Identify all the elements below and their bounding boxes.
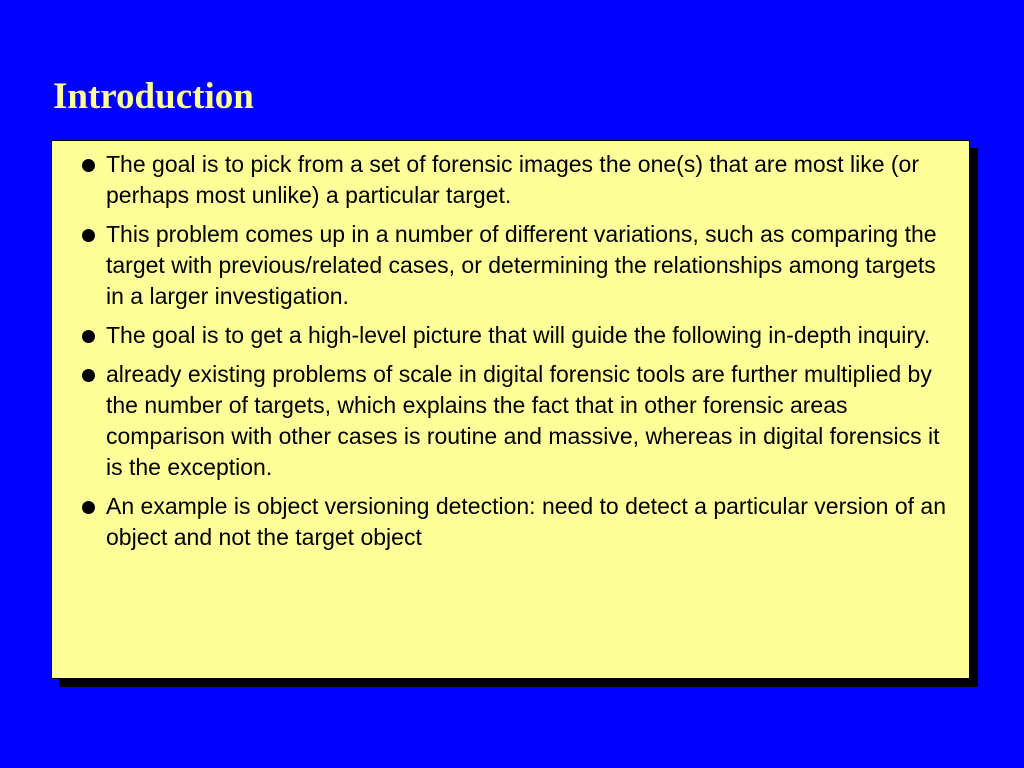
bullet-text: This problem comes up in a number of different variations, such as comparing the target with previous/related cases, or determining the relationships among targets in a larger investigation. [106,221,937,309]
bullet-text: An example is object versioning detection: need to detect a particular version of an object and not the target object [106,493,946,550]
bullet-item [52,219,969,312]
bullet-item [52,491,969,553]
bullet-item [52,149,969,211]
bullet-text: The goal is to pick from a set of forensic images the one(s) that are most like (or perhaps most unlike) a particular target. [106,151,920,208]
bullet-dot-icon [82,330,95,343]
bullet-dot-icon [82,369,95,382]
bullet-text: The goal is to get a high-level picture that will guide the following in-depth inquiry. [106,322,931,348]
bullet-item [52,359,969,483]
bullet-item [52,320,969,351]
bullet-list [52,149,969,561]
bullet-dot-icon [82,501,95,514]
content-box [51,140,970,679]
bullet-text: already existing problems of scale in digital forensic tools are further multiplied by the number of targets, which explains the fact that in other forensic areas comparison with other cases is routine and massive, whereas in digital forensics it is the exception. [106,361,940,480]
bullet-dot-icon [82,229,95,242]
slide-title: Introduction [53,76,254,117]
bullet-dot-icon [82,159,95,172]
